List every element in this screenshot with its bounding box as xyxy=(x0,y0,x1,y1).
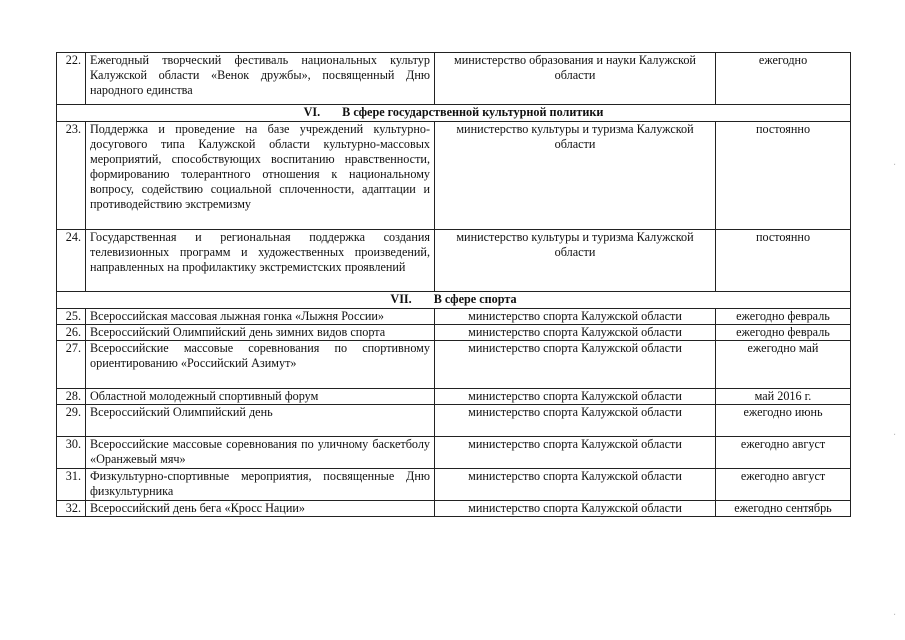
events-table-body xyxy=(57,53,851,517)
row-number: 25. xyxy=(57,309,86,325)
event-term: ежегодно февраль xyxy=(716,309,851,325)
table-row xyxy=(57,389,851,405)
responsible-organization: министерство спорта Калужской области xyxy=(435,341,716,389)
event-term: ежегодно май xyxy=(716,341,851,389)
event-term: ежегодно июнь xyxy=(716,405,851,437)
event-term: постоянно xyxy=(716,230,851,292)
event-description: Всероссийский Олимпийский день xyxy=(86,405,435,437)
row-number: 26. xyxy=(57,325,86,341)
event-description: Всероссийский день бега «Кросс Нации» xyxy=(86,501,435,517)
responsible-organization: министерство культуры и туризма Калужской области xyxy=(435,122,716,230)
event-term: май 2016 г. xyxy=(716,389,851,405)
responsible-organization: министерство образования и науки Калужской области xyxy=(435,53,716,105)
event-description: Ежегодный творческий фестиваль национальных культур Калужской области «Венок дружбы», посвященный Дню народного единства xyxy=(86,53,435,105)
section-number: VI. xyxy=(303,105,321,119)
event-description: Государственная и региональная поддержка создания телевизионных программ и художественных произведений, направленных на профилактику экстремистских проявлений xyxy=(86,230,435,292)
table-row xyxy=(57,501,851,517)
event-term: ежегодно август xyxy=(716,437,851,469)
section-header xyxy=(57,105,851,122)
responsible-organization: министерство спорта Калужской области xyxy=(435,437,716,469)
responsible-organization: министерство спорта Калужской области xyxy=(435,469,716,501)
table-row xyxy=(57,341,851,389)
table-row xyxy=(57,405,851,437)
row-number: 24. xyxy=(57,230,86,292)
responsible-organization: министерство спорта Калужской области xyxy=(435,501,716,517)
row-number: 28. xyxy=(57,389,86,405)
row-number: 30. xyxy=(57,437,86,469)
event-term: ежегодно сентябрь xyxy=(716,501,851,517)
responsible-organization: министерство культуры и туризма Калужской области xyxy=(435,230,716,292)
section-header xyxy=(57,292,851,309)
row-number: 23. xyxy=(57,122,86,230)
scan-mark: · xyxy=(893,430,897,441)
event-term: ежегодно февраль xyxy=(716,325,851,341)
event-description: Поддержка и проведение на базе учреждений культурно-досугового типа Калужской области культурно-массовых мероприятий, способствующих воспитанию нравственности, формированию толерантного отношения к национальному вопросу, содействию социальной сплоченности, адаптации и противодействию экстремизму xyxy=(86,122,435,230)
section-title: В сфере государственной культурной политики xyxy=(342,105,604,119)
scan-mark: · xyxy=(893,610,897,621)
section-header-row xyxy=(57,105,851,122)
event-description: Всероссийская массовая лыжная гонка «Лыжня России» xyxy=(86,309,435,325)
event-description: Всероссийские массовые соревнования по уличному баскетболу «Оранжевый мяч» xyxy=(86,437,435,469)
table-row xyxy=(57,325,851,341)
table-row xyxy=(57,469,851,501)
scan-mark: · xyxy=(893,160,897,171)
responsible-organization: министерство спорта Калужской области xyxy=(435,325,716,341)
section-number: VII. xyxy=(390,292,412,306)
events-table xyxy=(56,52,851,517)
event-term: постоянно xyxy=(716,122,851,230)
row-number: 29. xyxy=(57,405,86,437)
event-description: Физкультурно-спортивные мероприятия, посвященные Дню физкультурника xyxy=(86,469,435,501)
table-row xyxy=(57,437,851,469)
responsible-organization: министерство спорта Калужской области xyxy=(435,405,716,437)
row-number: 22. xyxy=(57,53,86,105)
row-number: 32. xyxy=(57,501,86,517)
table-row xyxy=(57,122,851,230)
event-term: ежегодно август xyxy=(716,469,851,501)
event-term: ежегодно xyxy=(716,53,851,105)
row-number: 27. xyxy=(57,341,86,389)
event-description: Всероссийский Олимпийский день зимних видов спорта xyxy=(86,325,435,341)
table-row xyxy=(57,53,851,105)
event-description: Областной молодежный спортивный форум xyxy=(86,389,435,405)
row-number: 31. xyxy=(57,469,86,501)
section-header-row xyxy=(57,292,851,309)
section-title: В сфере спорта xyxy=(433,292,517,306)
responsible-organization: министерство спорта Калужской области xyxy=(435,389,716,405)
responsible-organization: министерство спорта Калужской области xyxy=(435,309,716,325)
event-description: Всероссийские массовые соревнования по спортивному ориентированию «Российский Азимут» xyxy=(86,341,435,389)
table-row xyxy=(57,309,851,325)
table-row xyxy=(57,230,851,292)
